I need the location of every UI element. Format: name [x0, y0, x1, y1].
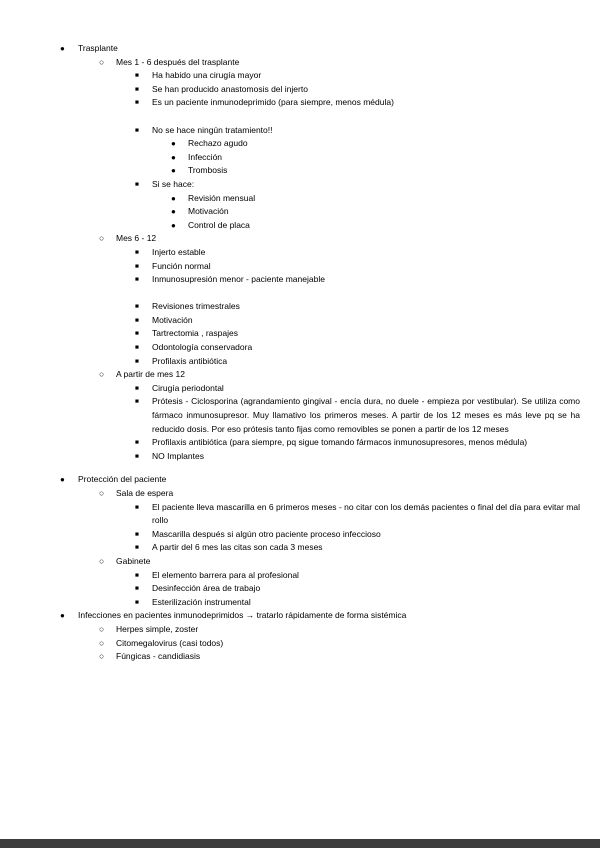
list-item-text: Prótesis - Ciclosporina (agrandamiento gingival - encía dura, no duele - empieza por vestibular). Se utiliza como fármaco inmunosupresor. Muy llamativo los primeros meses. A partir de los 12 meses es más leve pq se ha reducido dosis. Por eso prótesis tanto fijas como removibles se ponen a partir de los 12 meses — [152, 396, 580, 434]
list-item — [0, 56, 600, 70]
list-item-text: Infección — [188, 151, 223, 162]
list-item — [0, 341, 600, 355]
list-item — [0, 355, 600, 369]
bullet-disc-icon: ● — [171, 152, 176, 162]
list-item-text: A partir de mes 12 — [116, 369, 185, 380]
bullet-square-icon: ■ — [135, 585, 139, 593]
bullet-square-icon: ■ — [135, 384, 139, 392]
list-item-text: Mascarilla después si algún otro paciente proceso infeccioso — [152, 528, 381, 539]
bullet-square-icon: ■ — [135, 330, 139, 338]
bullet-square-icon: ■ — [135, 72, 139, 80]
list-item-text: Herpes simple, zoster — [116, 623, 199, 634]
list-item — [0, 205, 600, 219]
list-item — [0, 582, 600, 596]
list-item-text: A partir del 6 mes las citas son cada 3 meses — [152, 542, 323, 553]
bullet-disc-icon: ● — [60, 475, 65, 485]
list-item-text: Revisión mensual — [188, 192, 256, 203]
list-item — [0, 528, 600, 542]
bullet-circle-icon: ○ — [99, 369, 105, 380]
bullet-square-icon: ■ — [135, 398, 139, 406]
bullet-square-icon: ■ — [135, 276, 139, 284]
list-item-text: El elemento barrera para al profesional — [152, 569, 299, 580]
list-item-text: Odontología conservadora — [152, 342, 253, 353]
list-item-text: Trasplante — [78, 43, 118, 53]
list-item — [0, 151, 600, 165]
bullet-square-icon: ■ — [135, 503, 139, 511]
footer-bar — [0, 839, 600, 848]
bullet-circle-icon: ○ — [99, 488, 105, 498]
bullet-square-icon: ■ — [135, 303, 139, 311]
list-item-text: Gabinete — [116, 555, 151, 566]
list-item — [0, 260, 600, 274]
list-item — [0, 555, 600, 569]
list-item — [0, 164, 600, 178]
bullet-list — [0, 42, 600, 664]
list-item — [0, 450, 600, 464]
bullet-square-icon: ■ — [135, 544, 139, 552]
list-item — [0, 273, 600, 287]
list-item — [0, 541, 600, 555]
list-item — [0, 232, 600, 246]
list-item-text: El paciente lleva mascarilla en 6 primeros meses - no citar con los demás pacientes o final del día para evitar mal rollo — [152, 501, 580, 526]
bullet-disc-icon: ● — [60, 611, 65, 621]
bullet-disc-icon: ● — [171, 220, 176, 230]
list-item-text: Ha habido una cirugía mayor — [152, 70, 262, 81]
list-item — [0, 368, 600, 382]
list-item — [0, 192, 600, 206]
list-item — [0, 137, 600, 151]
list-item-text: Injerto estable — [152, 246, 206, 257]
list-item-text: Desinfección área de trabajo — [152, 583, 261, 594]
list-item — [0, 42, 600, 56]
bullet-square-icon: ■ — [135, 126, 139, 134]
list-item — [0, 650, 600, 664]
bullet-circle-icon: ○ — [99, 56, 105, 67]
list-item-text: Protección del paciente — [78, 474, 167, 485]
list-item-text: Fúngicas - candidiasis — [116, 651, 201, 662]
list-item-text: No se hace ningún tratamiento!! — [152, 124, 273, 135]
list-item — [0, 300, 600, 314]
bullet-square-icon: ■ — [135, 452, 139, 460]
bullet-circle-icon: ○ — [99, 651, 105, 662]
list-item — [0, 473, 600, 487]
list-item-text: Mes 1 - 6 después del trasplante — [116, 56, 240, 67]
bullet-circle-icon: ○ — [99, 233, 105, 244]
list-item — [0, 178, 600, 192]
list-item-text: Tartrectomia , raspajes — [152, 328, 238, 339]
list-item-text: Esterilización instrumental — [152, 596, 251, 607]
list-item — [0, 501, 600, 528]
list-item — [0, 436, 600, 450]
bullet-disc-icon: ● — [171, 139, 176, 149]
bullet-circle-icon: ○ — [99, 637, 105, 648]
list-item-text: Profilaxis antibiótica — [152, 355, 228, 366]
list-item — [0, 124, 600, 138]
bullet-square-icon: ■ — [135, 248, 139, 256]
list-item-text: Inmunosupresión menor - paciente manejable — [152, 274, 325, 285]
list-item-text: Es un paciente inmunodeprimido (para siempre, menos médula) — [152, 97, 394, 108]
list-item-text: Profilaxis antibiótica (para siempre, pq sigue tomando fármacos inmunosupresores, menos médula) — [152, 437, 528, 448]
bullet-square-icon: ■ — [135, 99, 139, 107]
list-item-text: Revisiones trimestrales — [152, 301, 240, 312]
bullet-square-icon: ■ — [135, 344, 139, 352]
bullet-square-icon: ■ — [135, 357, 139, 365]
list-item — [0, 569, 600, 583]
list-item-text: Sala de espera — [116, 488, 174, 498]
bullet-disc-icon: ● — [171, 166, 176, 176]
list-item — [0, 219, 600, 233]
list-item-text: Control de placa — [188, 219, 250, 230]
list-item — [0, 382, 600, 396]
bullet-disc-icon: ● — [171, 193, 176, 203]
list-item-text: Cirugía periodontal — [152, 382, 224, 393]
list-item — [0, 609, 600, 623]
list-item-text: NO Implantes — [152, 450, 204, 461]
list-item — [0, 487, 600, 501]
list-item — [0, 637, 600, 651]
list-item-text: Infecciones en pacientes inmunodeprimidos → tratarlo rápidamente de forma sistémica — [78, 610, 407, 621]
list-item — [0, 596, 600, 610]
list-item — [0, 83, 600, 97]
bullet-square-icon: ■ — [135, 571, 139, 579]
list-item-text: Rechazo agudo — [188, 138, 248, 149]
bullet-circle-icon: ○ — [99, 555, 105, 566]
list-item-text: Trombosis — [188, 165, 228, 176]
list-item — [0, 327, 600, 341]
bullet-disc-icon: ● — [60, 44, 65, 53]
list-item-text: Si se hace: — [152, 178, 195, 189]
list-item — [0, 623, 600, 637]
list-item-text: Motivación — [188, 206, 229, 217]
list-item — [0, 314, 600, 328]
bullet-circle-icon: ○ — [99, 623, 105, 634]
bullet-square-icon: ■ — [135, 598, 139, 606]
list-item — [0, 395, 600, 436]
list-item — [0, 69, 600, 83]
bullet-square-icon: ■ — [135, 439, 139, 447]
list-item — [0, 246, 600, 260]
list-item-text: Mes 6 - 12 — [116, 233, 157, 244]
list-item-text: Citomegalovirus (casi todos) — [116, 637, 224, 648]
list-item-text: Motivación — [152, 314, 193, 325]
bullet-square-icon: ■ — [135, 180, 139, 188]
bullet-square-icon: ■ — [135, 85, 139, 93]
list-item — [0, 96, 600, 110]
bullet-square-icon: ■ — [135, 316, 139, 324]
bullet-disc-icon: ● — [171, 207, 176, 217]
bullet-square-icon: ■ — [135, 530, 139, 538]
list-item-text: Función normal — [152, 260, 211, 271]
list-item-text: Se han producido anastomosis del injerto — [152, 83, 308, 94]
bullet-square-icon: ■ — [135, 262, 139, 270]
